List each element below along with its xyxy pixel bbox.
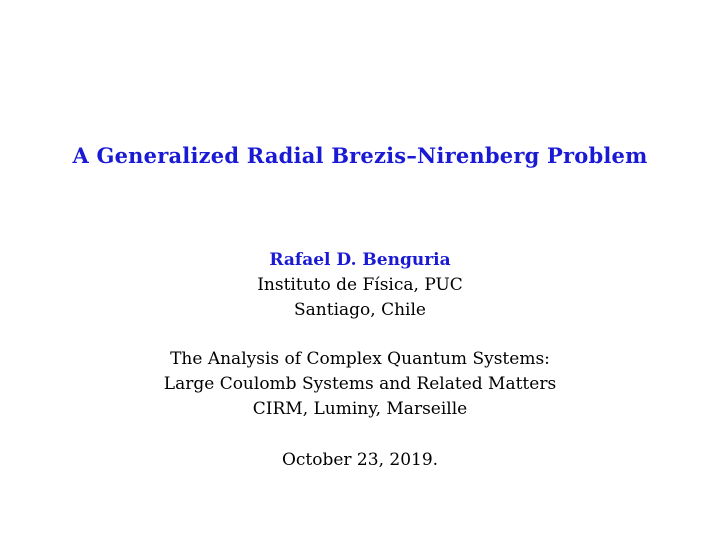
event-venue: CIRM, Luminy, Marseille [252,399,468,419]
author-affiliation: Instituto de Física, PUC [257,275,463,295]
event-title: The Analysis of Complex Quantum Systems: [170,349,550,369]
author-name: Rafael D. Benguria [269,250,451,270]
date-block [0,448,720,473]
presentation-date: October 23, 2019. [281,450,439,470]
author-location: Santiago, Chile [294,300,426,320]
event-subtitle: Large Coulomb Systems and Related Matters [163,374,557,394]
presentation-title: A Generalized Radial Brezis–Nirenberg Problem [72,143,648,168]
author-block [0,248,720,323]
event-block [0,347,720,422]
